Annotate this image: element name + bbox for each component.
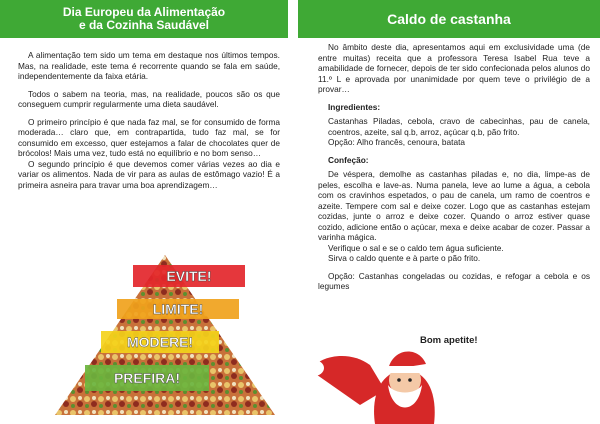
left-banner <box>0 0 288 38</box>
article-column <box>18 50 280 197</box>
page-gutter <box>288 0 298 424</box>
left-banner-line1: Dia Europeu da Alimentação <box>62 5 226 19</box>
preparation-step-serve: Sirva o caldo quente e à parte o pão frito. <box>328 253 481 263</box>
right-banner <box>298 0 600 38</box>
santa-eye-right <box>408 378 412 382</box>
pyramid-label-4: PREFIRA! <box>113 370 181 386</box>
santa-glove <box>304 360 324 376</box>
recipe-column <box>318 42 590 299</box>
ingredients-list: Castanhas Piladas, cebola, cravo de cabecinhas, pau de canela, coentros, azeite, sal q.b, arroz, açúcar q.b, pão frito. <box>328 116 590 137</box>
santa-claus-image <box>300 330 440 424</box>
food-pyramid-image <box>55 255 275 415</box>
pyramid-label-3: MODERE! <box>126 334 194 350</box>
pyramid-label-2: LIMITE! <box>152 301 204 317</box>
bom-apetite-text: Bom apetite! <box>420 335 478 346</box>
article-paragraph-4: O segundo princípio é que devemos comer várias vezes ao dia e variar os alimentos. Nada de vir para as aulas de estômago vazio! É a primeira asneira para travar uma boa aprendizagem… <box>18 158 280 190</box>
article-paragraph-1: A alimentação tem sido um tema em destaque nos últimos tempos. Mas, na realidade, este tema é recorrente quando se fala em saúde, independentemente da faixa etária. <box>18 50 280 81</box>
article-paragraph-2: Todos o sabem na teoria, mas, na realidade, poucos são os que conseguem cumprir regularmente uma dieta saudável. <box>18 88 280 109</box>
preparation-step-salt: Verifique o sal e se o caldo tem água suficiente. <box>328 242 504 253</box>
recipe-title: Caldo de castanha <box>387 11 511 27</box>
santa-eye-left <box>397 378 401 382</box>
ingredients-option: Opção: Alho francês, cenoura, batata <box>328 137 465 147</box>
recipe-intro: No âmbito deste dia, apresentamos aqui em exclusividade uma (de entre muitas) receita que a professora Teresa Isabel Rua teve a amabilidade de fornecer, depois de ter sido confecionada pelos alunos do 11.º L e aprovada por unanimidade por quem teve o privilégio de a provar… <box>318 42 590 94</box>
santa-hat-trim <box>386 366 428 373</box>
article-paragraph-3: O primeiro princípio é que nada faz mal, se for consumido de forma moderada… claro que, em contrapartida, tudo faz mal, se for consumido em excesso, quer estejamos a falar de chocolates quer de brócolos! Mais uma vez, tudo está no equilíbrio e no bom senso… <box>18 116 280 158</box>
preparation-option: Opção: Castanhas congeladas ou cozidas, e refogar a cebola e os legumes <box>318 270 590 291</box>
preparation-heading: Confeção: <box>328 154 369 165</box>
ingredients-heading: Ingredientes: <box>328 101 381 112</box>
preparation-text: De véspera, demolhe as castanhas piladas e, no dia, limpe-as de peles, escolha e lave-as. Numa panela, leve ao lume a água, a cebola com os cravinhos espetados, o pau de canela, um ramo de coentros e azeite. Tempere com sal e deixe cozer. Logo que as castanhas estejam cozidas, junte o arroz e deixe cozer. Quando o arroz estiver quase cozido, adicione então o açúcar, mexa e deixe acabar de cozer. Passar a varinha mágica. <box>318 169 590 242</box>
left-banner-line2: e da Cozinha Saudável <box>78 18 210 32</box>
pyramid-label-1: EVITE! <box>166 268 212 284</box>
